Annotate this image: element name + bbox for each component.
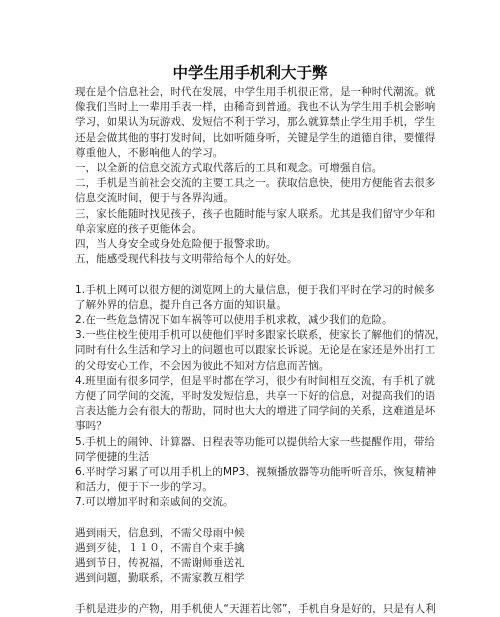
document-title: 中学生用手机利大于弊: [172, 64, 328, 82]
text-line: 的父母安心工作，不会因为彼此不知对方信息而苦恼。: [75, 359, 330, 372]
text-line: 遇到歹徒，１１０，不需自个束手擒: [75, 542, 245, 554]
text-line: 一，以全新的信息交流方式取代落后的工具和观念。可增强自信。: [75, 162, 383, 174]
text-line: 7.可以增加平时和亲戚间的交流。: [75, 496, 234, 509]
text-line: 同学便捷的生活: [75, 450, 150, 463]
text-line: 了解外界的信息，提升自己各方面的知识量。: [75, 298, 287, 311]
text-line: 还是会做其他的事打发时间，比如听随身听，关键是学生的道德自律，要懂得: [75, 131, 436, 144]
text-line: 言表达能力会有很大的帮助，同时也大大的增进了同学间的关系，这难道是坏: [75, 405, 436, 418]
text-line: 四，当人身安全或身处危险便于报警求助。: [75, 238, 277, 250]
text-line: 像我们当时上一辈用手表一样，由稀奇到普通。我也不认为学生用手机会影响: [75, 101, 436, 114]
text-line: 尊重他人，不影响他人的学习。: [75, 146, 224, 159]
text-line: 现在是个信息社会，时代在发展，中学生用手机很正常，是一种时代潮流。就: [75, 86, 436, 98]
text-line: 二，手机是当前社会交流的主要工具之一。获取信息快，使用方便能省去很多: [75, 177, 436, 190]
text-line: 6.平时学习累了可以用手机上的MP3、视频播放器等功能听听音乐，恢复精神: [75, 466, 437, 478]
text-line: 手机是进步的产物，用手机使人“天涯若比邻”，手机自身是好的，只是有人利: [75, 602, 436, 615]
text-line: 方便了同学间的交流，平时发发短信息，共享一下好的信息，对提高我们的语: [75, 390, 436, 402]
text-line: 事吗？: [75, 420, 107, 433]
text-line: 五，能感受现代科技与文明带给每个人的好处。: [75, 253, 298, 266]
text-line: 1.手机上网可以很方便的浏览网上的大量信息，便于我们平时在学习的时候多: [75, 283, 436, 296]
text-line: 单亲家庭的孩子更能体会。: [75, 222, 203, 235]
text-line: 三，家长能随时找见孩子，孩子也随时能与家人联系。尤其是我们留守少年和: [75, 207, 436, 220]
text-line: 2.在一些危急情况下如车祸等可以使用手机求救，减少我们的危险。: [75, 314, 393, 326]
text-line: 5.手机上的闹钟、计算器、日程表等功能可以提供给大家一些提醒作用，带给: [75, 435, 436, 448]
text-line: 遇到雨天，信息到，不需父母雨中候: [75, 526, 245, 539]
text-line: 3.一些住校生使用手机可以使他们平时多跟家长联系，使家长了解他们的情况，: [75, 329, 446, 342]
text-line: 信息交流时间，便于与各界沟通。: [75, 192, 234, 205]
text-line: 遇到问题，勤联系，不需家教互相学: [75, 572, 245, 585]
text-line: 遇到节日，传祝福，不需谢师垂送礼: [75, 557, 245, 570]
text-line: 同时有什么生活和学习上的问题也可以跟家长诉说。无论是在家还是外出打工: [75, 344, 436, 357]
text-line: 学习，如果认为玩游戏、发短信不利于学习，那么就算禁止学生用手机，学生: [75, 116, 436, 129]
text-line: 和活力，便于下一步的学习。: [75, 481, 213, 494]
text-line: 4.班里面有很多同学，但是平时都在学习，很少有时间相互交流，有手机了就: [75, 374, 436, 387]
